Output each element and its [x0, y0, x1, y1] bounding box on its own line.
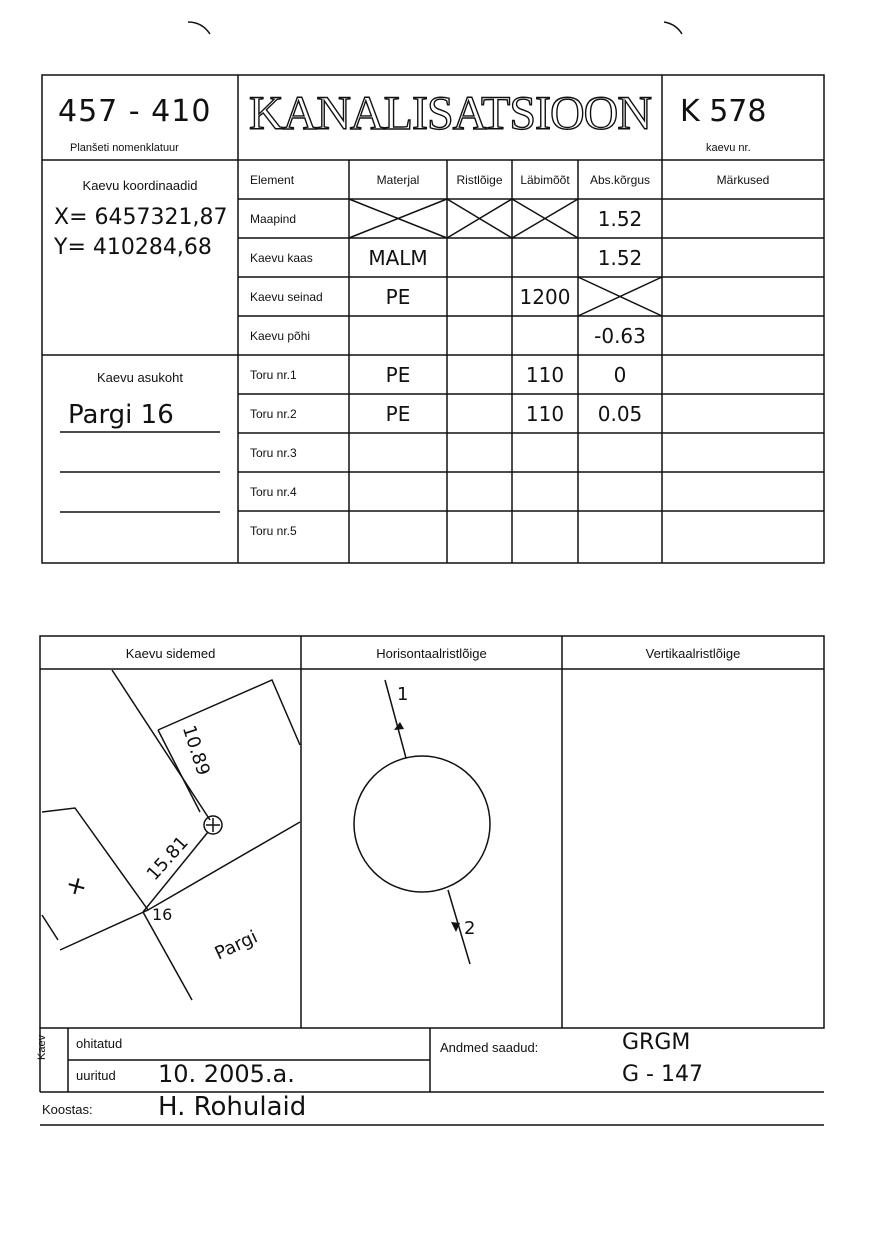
table-header-cell: Märkused	[716, 172, 770, 187]
table-cell	[447, 394, 512, 433]
table-cell: MALM	[368, 245, 428, 270]
street-label: Pargi	[211, 926, 261, 965]
table-cell: PE	[385, 401, 411, 426]
table-header-cell: Materjal	[376, 172, 420, 187]
coordinates-label: Kaevu koordinaadid	[82, 178, 198, 193]
table-cell	[447, 433, 512, 472]
table-cell: 0.05	[597, 401, 643, 426]
compiled-label: Koostas:	[42, 1102, 93, 1117]
plansheet-label: Planšeti nomenklatuur	[70, 142, 179, 154]
table-cell	[349, 316, 447, 355]
table-cell	[662, 511, 824, 550]
table-cell: PE	[385, 362, 411, 387]
footer-side-label: Kaev	[36, 1034, 48, 1060]
table-header-cell: Abs.kõrgus	[589, 172, 651, 187]
well-number-label: kaevu nr.	[706, 142, 751, 154]
table-cell	[578, 511, 662, 550]
page-title: KANALISATSIOON	[249, 87, 651, 140]
pipe-2-label: 2	[464, 918, 476, 939]
table-cell: -0.63	[594, 323, 646, 348]
table-row-label: Maapind	[250, 211, 297, 226]
sketch-header-horizontal: Horisontaalristlõige	[376, 646, 487, 661]
table-cell	[662, 277, 824, 316]
table-cell	[662, 199, 824, 238]
table-row-label: Kaevu seinad	[250, 289, 323, 304]
table-cell	[662, 394, 824, 433]
table-header-cell: Ristlõige	[456, 172, 503, 187]
table-cell	[512, 199, 578, 238]
well-number: K 578	[680, 94, 767, 129]
data-from-1: GRGM	[622, 1030, 691, 1055]
sketch-header-connections: Kaevu sidemed	[125, 646, 216, 661]
table-cell	[662, 316, 824, 355]
table-cell	[349, 199, 447, 238]
table-cell: PE	[385, 284, 411, 309]
surveyed-value: 10. 2005.a.	[158, 1060, 295, 1088]
surveyed-label: uuritud	[76, 1068, 116, 1083]
location-value: Pargi 16	[68, 400, 174, 430]
table-cell	[447, 355, 512, 394]
coordinate-y: Y= 410284,68	[54, 235, 212, 260]
table-row-label: Kaevu põhi	[250, 328, 311, 343]
data-from-2: G - 147	[622, 1062, 703, 1087]
table-row-label: Toru nr.4	[250, 484, 297, 499]
table-cell	[447, 316, 512, 355]
table-cell	[349, 472, 447, 511]
table-cell	[662, 433, 824, 472]
dimension-label-1: 10.89	[177, 722, 214, 779]
table-cell	[662, 355, 824, 394]
table-row-label: Toru nr.3	[250, 445, 297, 460]
table-cell: 110	[525, 362, 565, 387]
table-cell	[349, 433, 447, 472]
table-cell	[512, 433, 578, 472]
table-cell: 1200	[519, 284, 571, 309]
table-cell	[447, 199, 512, 238]
pipe-1-label: 1	[397, 684, 409, 705]
table-row-label: Toru nr.2	[250, 406, 297, 421]
table-cell	[512, 238, 578, 277]
table-cell	[512, 472, 578, 511]
table-cell	[447, 277, 512, 316]
table-cell	[447, 238, 512, 277]
table-row-label: Toru nr.1	[250, 367, 297, 382]
table-cell: 0	[613, 362, 627, 387]
dimension-label-2: 15.81	[142, 832, 193, 885]
table-cell	[512, 316, 578, 355]
table-row-label: Toru nr.5	[250, 523, 297, 538]
table-cell	[578, 433, 662, 472]
table-row-label: Kaevu kaas	[250, 250, 313, 265]
table-cell	[578, 277, 662, 316]
coordinate-x: X= 6457321,87	[54, 205, 228, 230]
house-mark: ✕	[62, 872, 92, 903]
table-cell	[662, 472, 824, 511]
sketch-header-vertical: Vertikaalristlõige	[645, 646, 741, 661]
location-label: Kaevu asukoht	[96, 370, 183, 385]
table-cell	[512, 511, 578, 550]
table-cell	[349, 511, 447, 550]
data-from-label: Andmed saadud:	[440, 1040, 539, 1055]
table-cell	[447, 511, 512, 550]
checked-label: ohitatud	[76, 1036, 123, 1051]
table-header-cell: Element	[250, 172, 295, 187]
table-cell	[578, 472, 662, 511]
table-cell: 110	[525, 401, 565, 426]
table-cell	[662, 238, 824, 277]
compiled-value: H. Rohulaid	[158, 1092, 307, 1122]
table-cell: 1.52	[597, 245, 643, 270]
table-cell	[447, 472, 512, 511]
house-number-label: 16	[152, 905, 173, 924]
table-cell: 1.52	[597, 206, 643, 231]
table-header-cell: Läbimõõt	[520, 172, 570, 187]
plansheet-number: 457 - 410	[58, 94, 212, 129]
